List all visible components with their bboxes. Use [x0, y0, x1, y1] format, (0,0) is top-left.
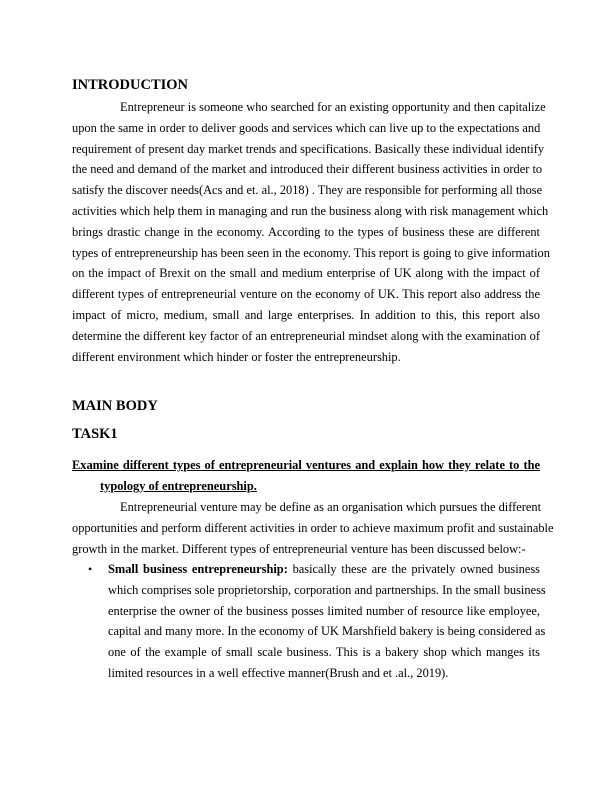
text-line: requirement of present day market trends and specifications. Basically these individual identify: [72, 141, 545, 156]
text-line: growth in the market. Different types of entrepreneurial venture has been discussed below:-: [72, 541, 526, 556]
text-line: satisfy the discover needs(Acs and et. al., 2018) . They are responsible for performing all those: [72, 183, 543, 198]
text-line: different environment which hinder or foster the entrepreneurship.: [72, 349, 401, 364]
main-body-heading: MAIN BODY: [72, 398, 158, 414]
introduction-heading: INTRODUCTION: [72, 77, 189, 93]
bullet-text: basically these are the privately owned business: [287, 562, 541, 576]
bullet-list-item: [88, 559, 546, 684]
text-line: activities which help them in managing and run the business along with risk management which: [72, 203, 549, 218]
bullet-term: Small business entrepreneurship:: [108, 562, 288, 576]
task1-heading: TASK1: [72, 426, 118, 442]
text-line: limited resources in a well effective manner(Brush and et .al., 2019).: [108, 665, 449, 680]
text-line: on the impact of Brexit on the small and medium enterprise of UK along with the impact of: [72, 266, 540, 281]
ventures-paragraph: [72, 497, 554, 559]
bullet-icon: •: [88, 562, 93, 576]
text-line: one of the example of small scale business. This is a bakery shop which manges its: [108, 645, 540, 660]
task-question-line: Examine different types of entrepreneurial ventures and explain how they relate to the: [72, 458, 540, 472]
task-question: [72, 455, 540, 497]
text-line: which comprises sole proprietorship, corporation and partnerships. In the small business: [108, 582, 546, 597]
text-line: capital and many more. In the economy of UK Marshfield bakery is being considered as: [108, 624, 546, 639]
text-line: enterprise the owner of the business posses limited number of resource like employee,: [108, 603, 540, 618]
text-line: opportunities and perform different activities in order to achieve maximum profit and sustainable: [72, 520, 554, 535]
text-line: types of entrepreneurship has been seen in the economy. This report is going to give information: [72, 245, 550, 260]
text-line: Entrepreneur is someone who searched for an existing opportunity and then capitalize: [120, 100, 546, 114]
text-line: brings drastic change in the economy. According to the types of business these are different: [72, 224, 540, 239]
text-line: Entrepreneurial venture may be define as an organisation which pursues the different: [120, 500, 542, 514]
text-line: the need and demand of the market and introduced their different business activities in order to: [72, 162, 543, 177]
text-line: impact of micro, medium, small and large enterprises. In addition to this, this report also: [72, 307, 540, 322]
introduction-paragraph: [72, 97, 550, 367]
text-line: determine the different key factor of an entrepreneurial mindset along with the examination of: [72, 328, 540, 343]
task-question-line: typology of entrepreneurship.: [100, 478, 257, 493]
text-line: different types of entrepreneurial venture on the economy of UK. This report also address the: [72, 287, 540, 302]
text-line: upon the same in order to deliver goods and services which can live up to the expectations and: [72, 120, 541, 135]
bullet-first-line: [108, 559, 540, 580]
